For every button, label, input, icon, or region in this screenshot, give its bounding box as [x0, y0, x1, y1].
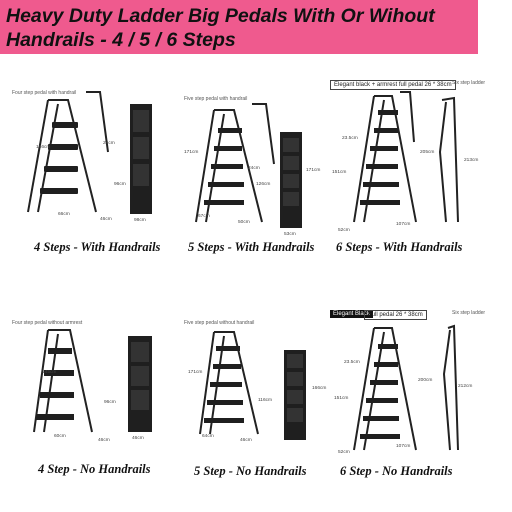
panel-subtitle: Four step pedal without armrest — [12, 320, 83, 326]
ladder-folded-view — [178, 314, 348, 444]
ladder-folded-view — [178, 82, 348, 232]
ladder-folded-view — [8, 82, 178, 232]
dim-width: 107cm — [396, 444, 411, 449]
panel-caption: 5 Step - No Handrails — [194, 464, 307, 478]
dim-height: 151cm — [332, 170, 347, 175]
dim-total: 126cm — [256, 182, 271, 187]
dim-total: 96cm — [114, 182, 126, 187]
dim-total: 116cm — [258, 398, 273, 403]
panel-caption: 6 Step - No Handrails — [340, 464, 453, 478]
dim-height: 171cm — [184, 150, 199, 155]
ladder-folded-view — [330, 314, 500, 464]
panel-caption: 5 Steps - With Handrails — [188, 240, 315, 254]
dim-width: 46cm — [240, 438, 252, 443]
spec-tag: Elegant black + armrest full pedal 26 * 38cm — [330, 80, 456, 90]
dim-top: 23.5cm — [342, 136, 358, 141]
panel-4-steps-handrails — [8, 82, 174, 254]
panel-caption: 6 Steps - With Handrails — [336, 240, 463, 254]
dim-foot: 66cm — [58, 212, 70, 217]
dim-width: 46cm — [100, 217, 112, 222]
dim-total: 200cm — [418, 378, 433, 383]
panel-6-steps-handrails — [330, 80, 496, 254]
dim-foot: 67cm — [198, 214, 210, 219]
panel-subtitle: Six step ladder — [452, 310, 486, 316]
dim-total: 96cm — [104, 400, 116, 405]
dim-top: 23.5cm — [344, 360, 360, 365]
title-banner — [0, 0, 478, 54]
panel-6-steps-no-handrails — [330, 310, 496, 478]
dim-fold: 171cm — [306, 168, 321, 173]
dim-fold: 166cm — [312, 386, 327, 391]
dim-foot: 60cm — [54, 434, 66, 439]
panel-4-steps-no-handrails — [8, 314, 174, 476]
panel-subtitle: Four step pedal with handrail — [12, 90, 77, 96]
panel-subtitle: Five step pedal without handrail — [184, 320, 255, 326]
dim-foot: 52cm — [338, 228, 350, 233]
panel-subtitle: Five step pedal with handrail — [184, 96, 248, 102]
dim-depth: 24cm — [248, 166, 260, 171]
dim-fold: 98cm — [134, 218, 146, 223]
dim-height: 145cm — [42, 370, 57, 375]
ladder-folded-view — [8, 314, 178, 444]
dim-height: 146cm — [36, 145, 51, 150]
spec-tag: Full pedal 26 * 38cm — [364, 310, 427, 320]
dim-height: 151cm — [334, 396, 349, 401]
dim-total: 205cm — [420, 150, 435, 155]
dim-foot: 64cm — [202, 434, 214, 439]
dim-width: 46cm — [98, 438, 110, 443]
dim-fold: 213cm — [464, 158, 479, 163]
dim-fold-width: 53cm — [284, 232, 296, 237]
panel-caption: 4 Steps - With Handrails — [34, 240, 161, 254]
color-tag: Elegant Black — [330, 310, 373, 318]
dim-fold: 46cm — [132, 436, 144, 441]
panel-caption: 4 Step - No Handrails — [38, 462, 151, 476]
panel-subtitle: Six step ladder — [452, 80, 486, 86]
dim-foot: 52cm — [338, 450, 350, 455]
dim-side: 24cm — [103, 141, 115, 146]
dim-fold: 212cm — [458, 384, 473, 389]
dim-height: 171cm — [188, 370, 203, 375]
dim-width: 107cm — [396, 222, 411, 227]
page-title: Heavy Duty Ladder Big Pedals With Or Wihout Handrails - 4 / 5 / 6 Steps — [6, 5, 435, 51]
dim-width: 50cm — [238, 220, 250, 225]
